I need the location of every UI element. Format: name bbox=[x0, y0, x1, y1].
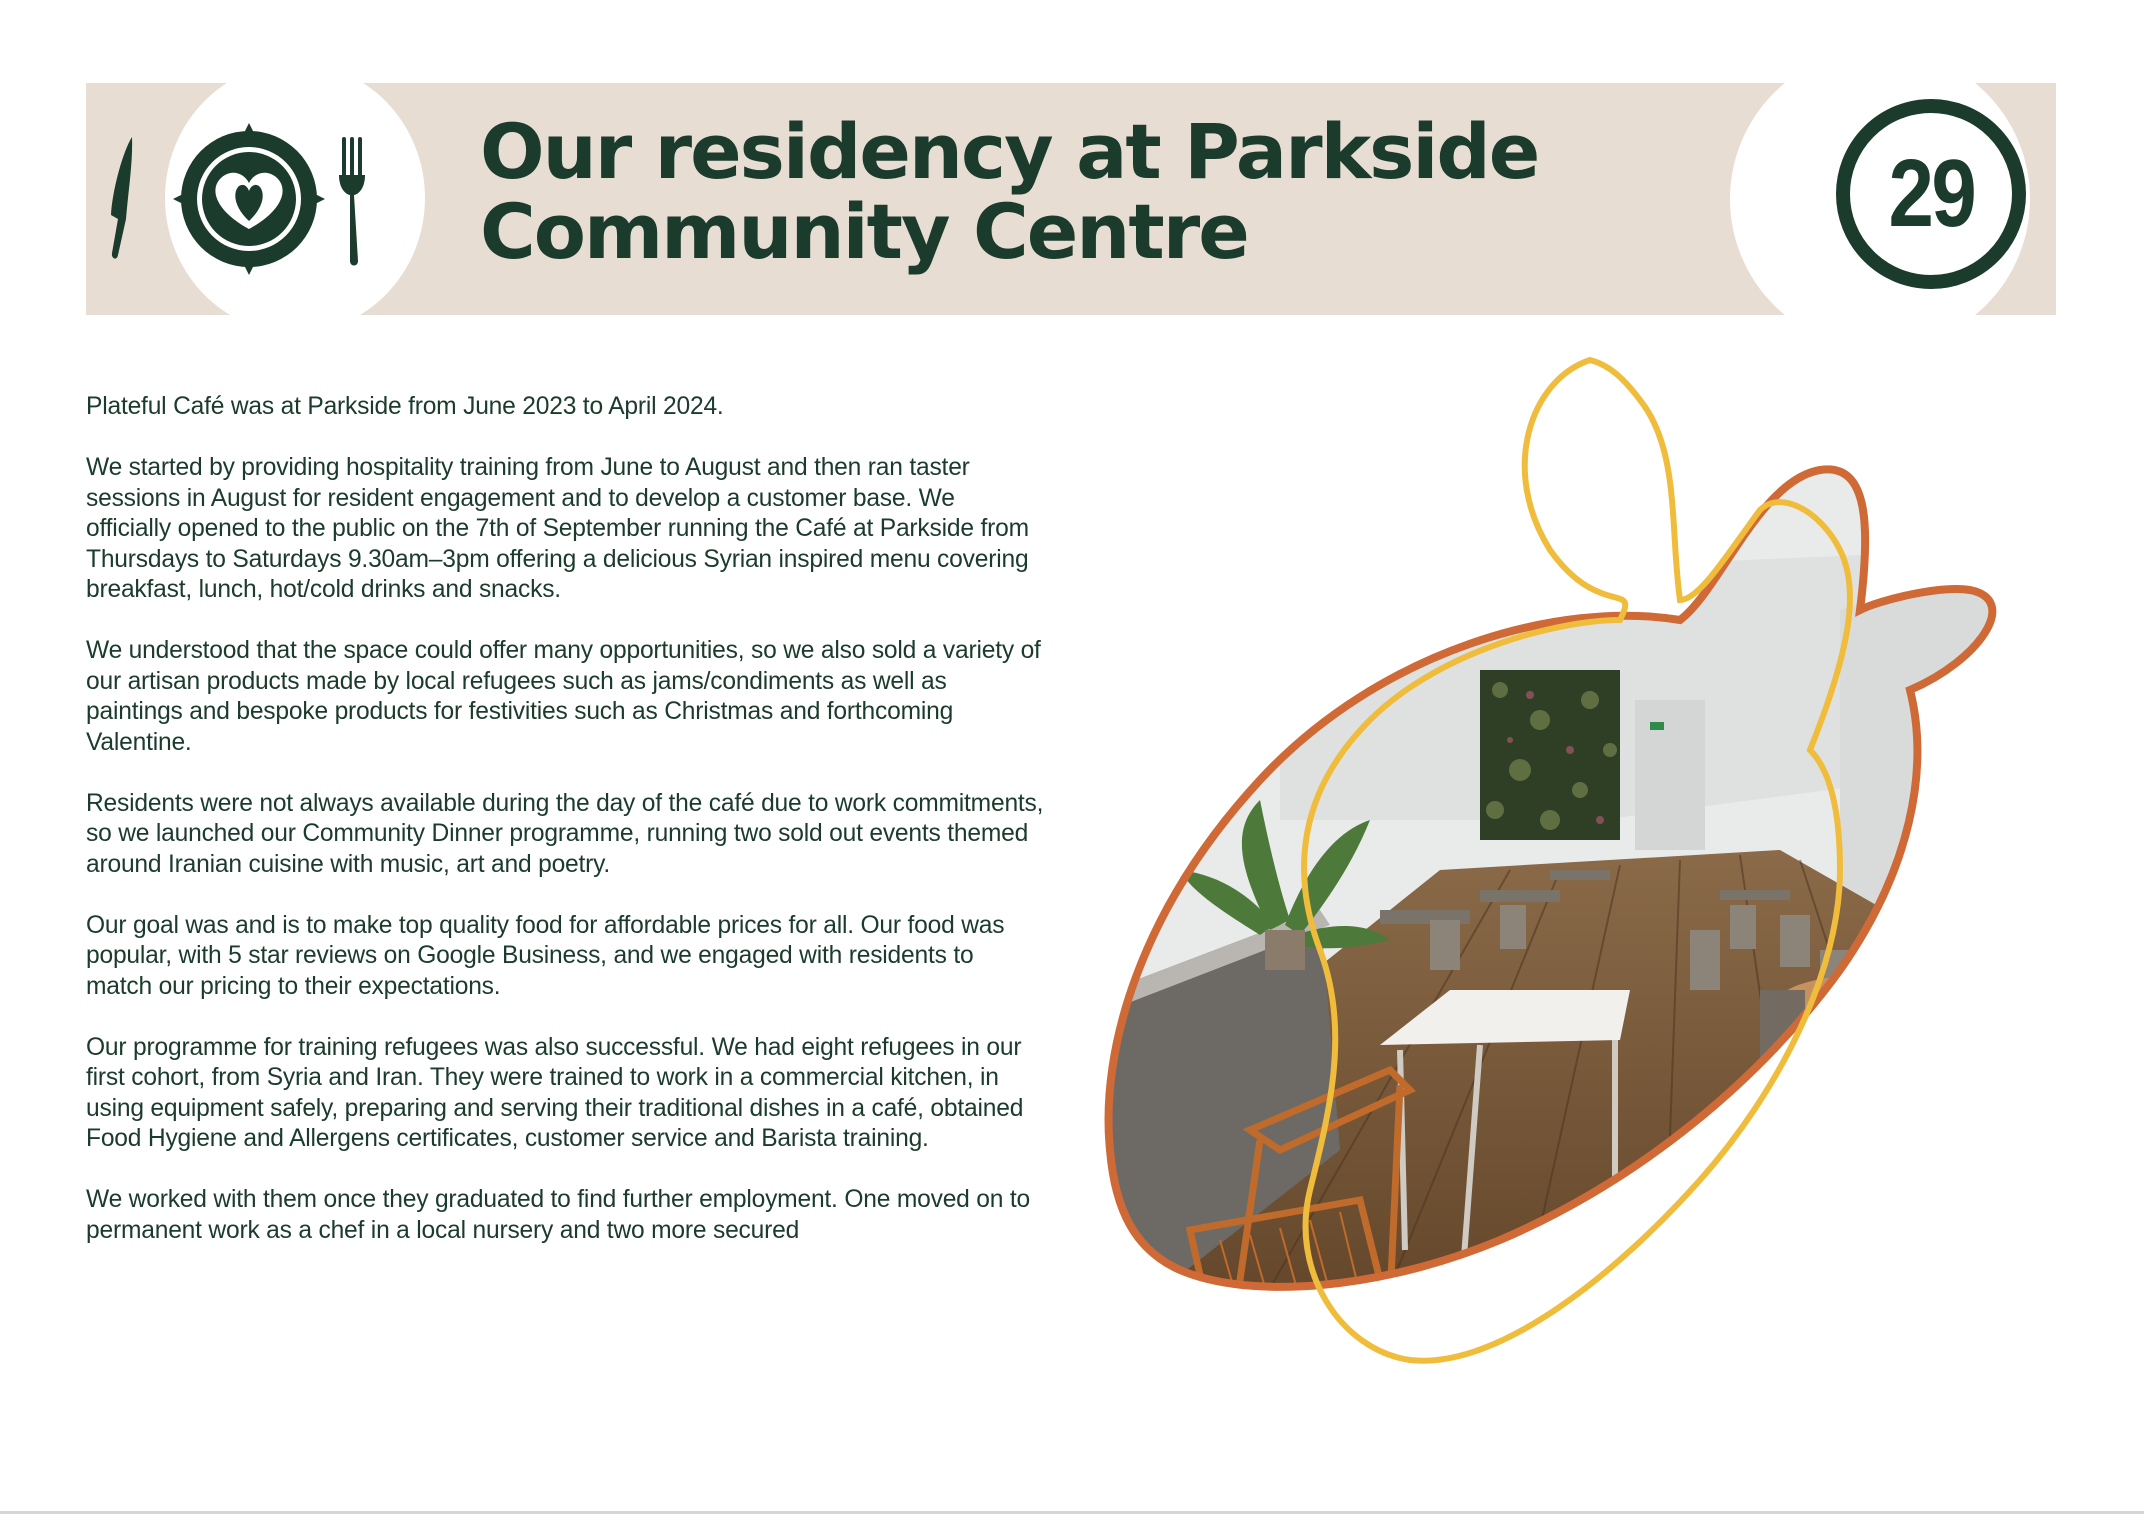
page-number: 29 bbox=[1888, 140, 1974, 247]
page-number-badge bbox=[1836, 99, 2026, 289]
fork-icon bbox=[339, 137, 365, 266]
page-title bbox=[480, 107, 1780, 276]
body-text bbox=[86, 392, 1046, 1277]
heart-plate-icon bbox=[173, 123, 325, 275]
title-line-2: Community Centre bbox=[480, 187, 1248, 276]
paragraph: Our programme for training refugees was also successful. We had eight refugees in our first cohort, from Syria and Iran. They were trained to work in a commercial kitchen, in using equipment safely, preparing and serving their traditional dishes in a café, obtained Food Hygiene and Allergens certificates, customer service and Barista training. bbox=[86, 1033, 1024, 1152]
paragraph: We started by providing hospitality training from June to August and then ran taster sessions in August for resident engagement and to develop a customer base. We officially opened to the public on the 7th of September running the Café at Parkside from Thursdays to Saturdays 9.30am–3pm offering a delicious Syrian inspired menu covering breakfast, lunch, hot/cold drinks and snacks. bbox=[86, 454, 1029, 603]
knife-icon bbox=[111, 137, 132, 259]
plate-cutlery-logo bbox=[86, 83, 446, 315]
paragraph: Plateful Café was at Parkside from June 2023 to April 2024. bbox=[86, 393, 724, 420]
cafe-photo-lemon-frame bbox=[1080, 350, 2080, 1410]
title-line-1: Our residency at Parkside bbox=[480, 107, 1539, 196]
paragraph: We understood that the space could offer many opportunities, so we also sold a variety of our artisan products made by local refugees such as jams/condiments as well as paintings and bespoke products for festivities such as Christmas and forthcoming Valentine. bbox=[86, 637, 1041, 756]
paragraph: Our goal was and is to make top quality food for affordable prices for all. Our food was popular, with 5 star reviews on Google Business, and we engaged with residents to match our pricing to their expectations. bbox=[86, 911, 1005, 1000]
paragraph: We worked with them once they graduated to find further employment. One moved on to permanent work as a chef in a local nursery and two more secured bbox=[86, 1186, 1030, 1244]
paragraph: Residents were not always available during the day of the café due to work commitments, so we launched our Community Dinner programme, running two sold out events themed around Iranian cuisine with music, art and poetry. bbox=[86, 789, 1044, 878]
cafe-interior-photo bbox=[1080, 350, 2080, 1410]
